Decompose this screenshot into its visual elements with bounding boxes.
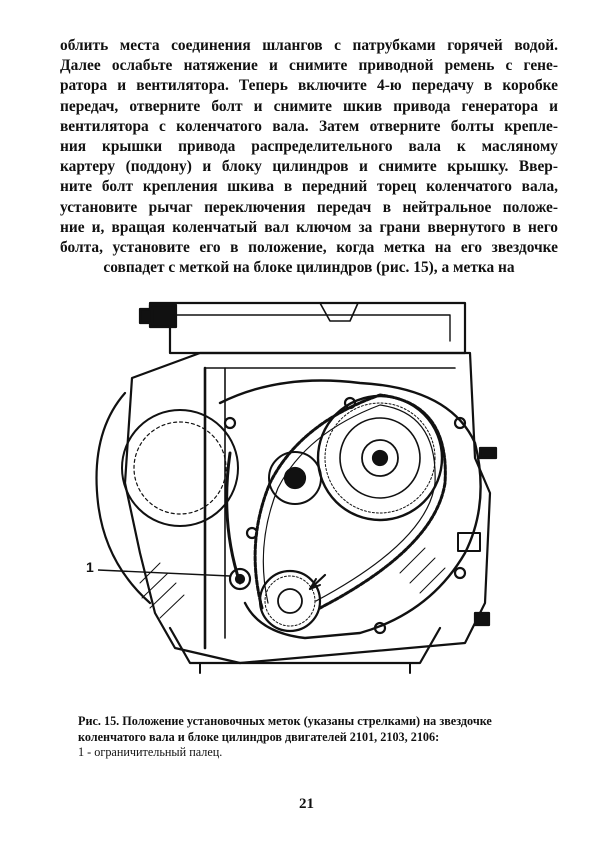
head-bolt	[140, 309, 152, 323]
callout-leader-line	[98, 570, 230, 576]
text-line: совпадет с меткой на блоке цилиндров (рис. 15), а метка на	[103, 259, 515, 277]
text-line: передач, отверните болт и снимите шкив привода генератора и	[60, 97, 558, 115]
cylinder-head-outline	[150, 303, 465, 353]
cylinder-block-outline	[125, 353, 490, 663]
text-line: установите рычаг переключения передач в нейтральное положе-	[60, 198, 558, 216]
figure-caption	[78, 714, 558, 761]
engine-timing-illustration	[80, 283, 520, 683]
crankshaft-sprocket	[260, 571, 320, 631]
caption-legend: 1 - ограничительный палец.	[78, 745, 223, 759]
caption-title-line: коленчатого вала и блоке цилиндров двигателей 2101, 2103, 2106:	[78, 729, 440, 744]
body-paragraph	[60, 36, 558, 278]
flywheel	[122, 410, 238, 526]
caption-title-line: Рис. 15. Положение установочных меток (указаны стрелками) на звездочке	[78, 714, 492, 728]
text-line: болта, установите его в положение, когда метка на его звездочке	[60, 239, 558, 257]
text-line: Далее ослабьте натяжение и снимите приводной ремень с гене-	[60, 57, 558, 75]
page-number: 21	[299, 796, 314, 812]
text-line: вентилятора с коленчатого вала. Затем отверните болты крепле-	[60, 117, 558, 135]
callout-label-1: 1	[86, 559, 94, 575]
text-line: картеру (поддону) и блоку цилиндров и снимите крышку. Ввер-	[60, 158, 558, 176]
head-bolt	[150, 305, 176, 327]
engine-drawing	[80, 283, 520, 683]
text-line: ните болт крепления шкива в передний торец коленчатого вала,	[60, 178, 558, 196]
text-line: ния крышки привода распределительного вала к масляному	[60, 138, 558, 156]
text-line: облить места соединения шлангов с патрубками горячей водой.	[60, 37, 558, 54]
text-line: ние и, вращая коленчатый вал ключом за грани ввернутого в него	[60, 218, 558, 236]
text-line: ратора и вентилятора. Теперь включите 4-ю передачу в коробке	[60, 77, 558, 95]
